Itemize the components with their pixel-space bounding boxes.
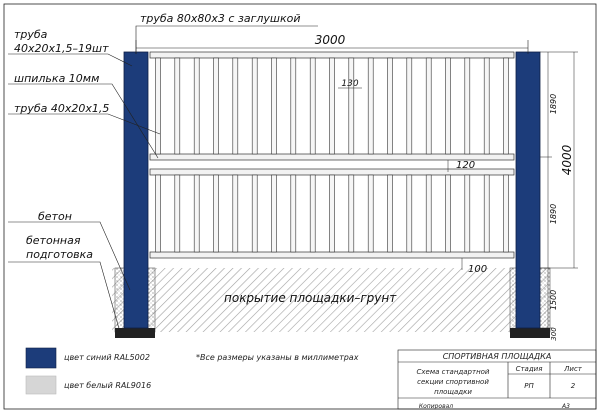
lower-slat bbox=[272, 175, 277, 252]
upper-slat bbox=[310, 58, 315, 154]
upper-slat bbox=[465, 58, 470, 154]
ground-callout: покрытие площадки–грунт bbox=[224, 291, 397, 305]
embed-depth-label: 1500 bbox=[549, 289, 558, 311]
vertical-pipe-callout-2: 40х20х1,5–19шт bbox=[14, 42, 109, 55]
format-label: А3 bbox=[562, 403, 570, 410]
lower-slat bbox=[175, 175, 180, 252]
sheet-value: 2 bbox=[570, 382, 576, 390]
lower-slat bbox=[446, 175, 451, 252]
upper-slat bbox=[407, 58, 412, 154]
lower-slat bbox=[484, 175, 489, 252]
concrete-prep-callout-1: бетонная bbox=[26, 234, 81, 247]
legend bbox=[26, 348, 359, 394]
lower-height-label: 1890 bbox=[549, 203, 558, 225]
upper-slat bbox=[272, 58, 277, 154]
lower-slat bbox=[426, 175, 431, 252]
upper-slat bbox=[252, 58, 257, 154]
upper-slats bbox=[156, 58, 509, 154]
lower-slat bbox=[388, 175, 393, 252]
base-depth-label: 300 bbox=[550, 327, 558, 341]
top-pipe-callout: труба 80х80х3 с заглушкой bbox=[140, 12, 301, 25]
horizontal-pipe-callout: труба 40х20х1,5 bbox=[14, 102, 110, 115]
upper-height-label: 1890 bbox=[549, 93, 558, 115]
total-height-label: 4000 bbox=[560, 144, 574, 176]
upper-slat bbox=[330, 58, 335, 154]
upper-slat bbox=[368, 58, 373, 154]
upper-slat bbox=[233, 58, 238, 154]
left-post bbox=[124, 52, 148, 328]
copied-label: Копировал bbox=[418, 403, 454, 410]
description-line-3: площадки bbox=[434, 388, 472, 396]
lower-slat bbox=[194, 175, 199, 252]
lower-slat bbox=[504, 175, 509, 252]
lower-slat bbox=[214, 175, 219, 252]
fence-panel bbox=[150, 52, 514, 258]
project-title: СПОРТИВНАЯ ПЛОЩАДКА bbox=[442, 352, 552, 361]
lower-slat bbox=[407, 175, 412, 252]
sheet-label: Лист bbox=[564, 365, 582, 373]
upper-slat bbox=[388, 58, 393, 154]
spacing-label: 130 bbox=[341, 79, 359, 89]
lower-slat bbox=[310, 175, 315, 252]
upper-slat bbox=[214, 58, 219, 154]
width-dimension bbox=[136, 33, 528, 54]
concrete-callout: бетон bbox=[38, 210, 72, 223]
top-rail bbox=[150, 52, 514, 58]
right-post bbox=[516, 52, 540, 328]
left-concrete-base bbox=[115, 328, 155, 338]
stage-value: РП bbox=[524, 382, 534, 390]
vertical-pipe-callout-1: труба bbox=[14, 28, 48, 41]
upper-slat bbox=[484, 58, 489, 154]
upper-slat bbox=[194, 58, 199, 154]
lower-slat bbox=[291, 175, 296, 252]
upper-slat bbox=[156, 58, 161, 154]
upper-slat bbox=[446, 58, 451, 154]
stage-label: Стадия bbox=[515, 365, 543, 373]
rail-gap-label: 120 bbox=[456, 160, 476, 171]
bottom-rail bbox=[150, 252, 514, 258]
legend-blue-label: цвет синий RAL5002 bbox=[64, 353, 150, 362]
lower-slat bbox=[349, 175, 354, 252]
right-concrete-base bbox=[510, 328, 550, 338]
upper-slat bbox=[291, 58, 296, 154]
width-label: 3000 bbox=[314, 33, 346, 47]
lower-slat bbox=[465, 175, 470, 252]
upper-slat bbox=[175, 58, 180, 154]
lower-slat bbox=[252, 175, 257, 252]
concrete-prep-callout-2: подготовка bbox=[26, 248, 94, 261]
stud-callout: шпилька 10мм bbox=[14, 72, 100, 85]
description-line-2: секции спортивной bbox=[417, 378, 489, 386]
legend-blue-swatch bbox=[26, 348, 56, 368]
dimensions-note: *Все размеры указаны в миллиметрах bbox=[196, 353, 359, 362]
upper-slat bbox=[504, 58, 509, 154]
lower-slat bbox=[330, 175, 335, 252]
description-line-1: Схема стандартной bbox=[416, 368, 490, 376]
legend-white-swatch bbox=[26, 376, 56, 394]
lower-slat bbox=[233, 175, 238, 252]
upper-slat bbox=[426, 58, 431, 154]
legend-white-label: цвет белый RAL9016 bbox=[64, 381, 152, 390]
upper-slat bbox=[349, 58, 354, 154]
lower-slat bbox=[156, 175, 161, 252]
lower-slats bbox=[156, 175, 509, 252]
bottom-gap-label: 100 bbox=[468, 264, 488, 275]
lower-slat bbox=[368, 175, 373, 252]
